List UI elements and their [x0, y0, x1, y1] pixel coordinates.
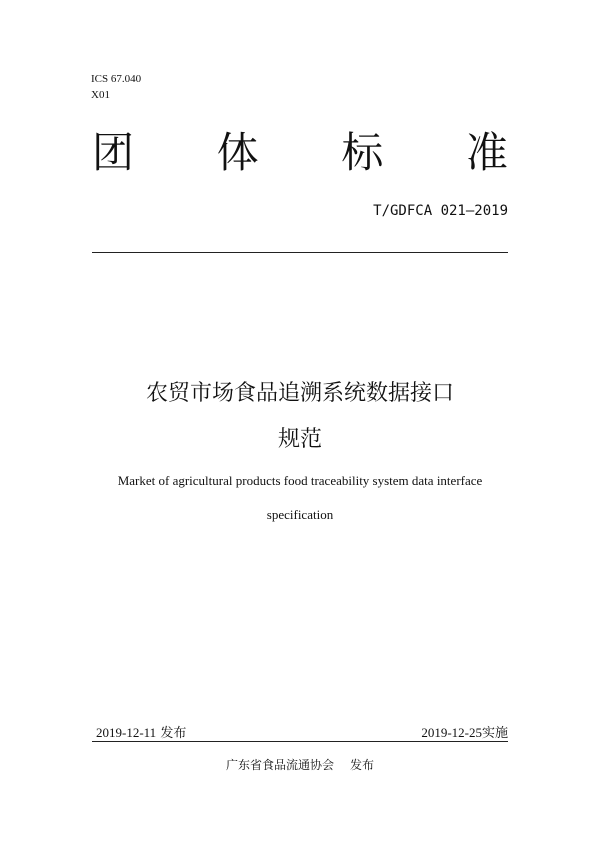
title-chinese-line-2: 规范 — [277, 427, 322, 452]
ics-code: ICS 67.040 — [91, 73, 142, 85]
publisher-line — [0, 757, 600, 773]
publish-date: 2019-12-11 — [96, 725, 157, 740]
ccs-code: X01 — [91, 89, 110, 101]
publish-word: 发布 — [160, 726, 187, 741]
title-english-line-2: specification — [266, 507, 334, 522]
footer-divider — [92, 741, 508, 742]
standard-type-char: 团 — [92, 128, 135, 177]
standard-number: T/GDFCA 021—2019 — [373, 203, 508, 219]
standard-type-char: 准 — [465, 128, 508, 177]
title-chinese-line-1: 农贸市场食品追溯系统数据接口 — [145, 381, 454, 406]
header-divider — [92, 252, 508, 253]
implement-word: 实施 — [481, 726, 508, 741]
standard-type-char: 标 — [341, 128, 384, 177]
standard-type-heading — [92, 128, 508, 178]
publisher-publish-word: 发布 — [350, 758, 375, 772]
implement-date: 2019-12-25 — [421, 725, 482, 740]
standard-type-char: 体 — [216, 128, 259, 177]
title-english-line-1: Market of agricultural products food traceability system data interface — [117, 473, 483, 488]
publisher-name: 广东省食品流通协会 — [225, 758, 334, 772]
